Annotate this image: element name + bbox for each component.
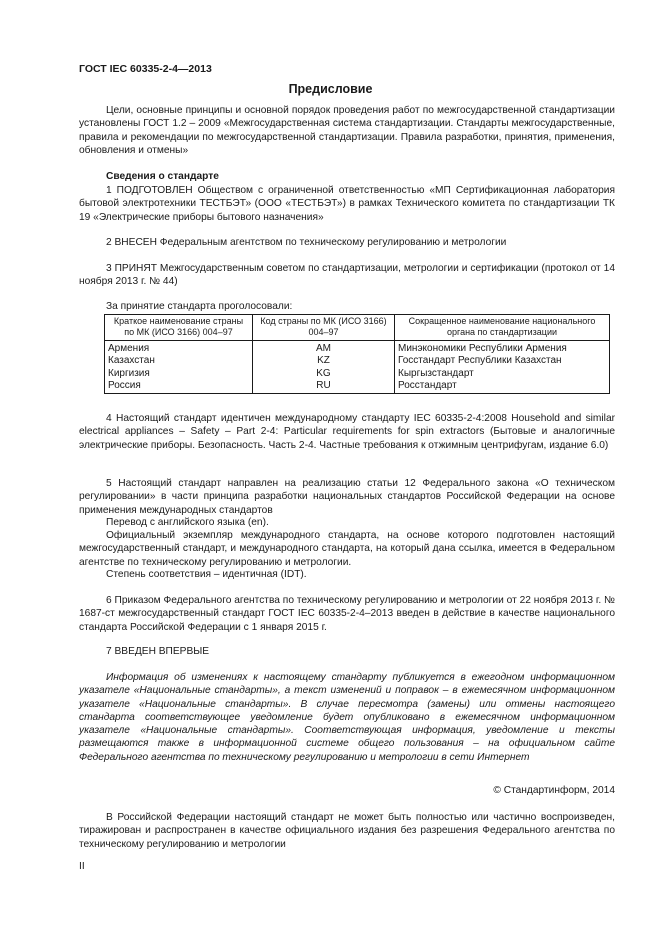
country-cell: Киргизия — [105, 368, 253, 380]
item-5-translation: Перевод с английского языка (en). — [106, 517, 269, 528]
code-cell: KG — [253, 368, 395, 380]
body-cell: Госстандарт Республики Казахстан — [395, 355, 610, 367]
table-row — [105, 368, 610, 380]
item-4-identical: 4 Настоящий стандарт идентичен международному стандарту IEC 60335-2-4:2008 Household and similar electrical appliances – Safety – Part 2-4: Particular requirements for spin extractors (Бытовые и аналогичные электрические приборы. Безопасность. Часть 2-4. Частные требования к отжимным центрифугам, издание 6.0) — [79, 413, 615, 451]
item-5-degree: Степень соответствия – идентичная (IDT). — [106, 569, 307, 580]
intro-paragraph: Цели, основные принципы и основной порядок проведения работ по межгосударственной стандартизации установлены ГОСТ 1.2 – 2009 «Межгосударственная система стандартизации. Стандарты межгосударственные, правила и рекомендации по межгосударственной стандартизации. Правила разработки, принятия, применения, обновления и отмены» — [79, 105, 615, 156]
table-row — [105, 355, 610, 367]
item-5-purpose: 5 Настоящий стандарт направлен на реализацию статьи 12 Федерального закона «О техническом регулировании» в части принципа разработки национальных стандартов Российской Федерации на основе применения международных стандартов — [79, 478, 615, 516]
voting-table — [104, 314, 610, 394]
reproduction-rights: В Российской Федерации настоящий стандарт не может быть полностью или частично воспроизведен, тиражирован и распространен в качестве официального издания без разрешения Федерального агентства по техническому регулированию и метрологии — [79, 812, 615, 850]
page-title: Предисловие — [288, 82, 373, 96]
item-5-official-copy: Официальный экземпляр международного стандарта, на основе которого подготовлен настоящий межгосударственный стандарт, и международного стандарта, на который дана ссылка, имеется в Федеральном агентстве по техническому регулированию и метрологии. — [79, 530, 615, 568]
item-6-order: 6 Приказом Федерального агентства по техническому регулированию и метрологии от 22 ноября 2013 г. № 1687-ст межгосударственный стандарт ГОСТ IEC 60335-2-4–2013 введен в действие в качестве национального стандарта Российской Федерации с 1 января 2015 г. — [79, 595, 615, 633]
info-heading: Сведения о стандарте — [106, 171, 219, 182]
item-7-first-introduced: 7 ВВЕДЕН ВПЕРВЫЕ — [106, 646, 210, 657]
document-code: ГОСТ IEC 60335-2-4—2013 — [79, 63, 212, 75]
table-header-code: Код страны по МК (ИСО 3166) 004–97 — [253, 315, 395, 341]
item-2-introduced: 2 ВНЕСЕН Федеральным агентством по техническому регулированию и метрологии — [106, 237, 507, 248]
changes-notice: Информация об изменениях к настоящему стандарту публикуется в ежегодном информационном указателе «Национальные стандарты», а текст изменений и поправок – в ежемесячном информационном указателе «Национальные стандарты». В случае пересмотра (замены) или отмены настоящего стандарта соответствующее уведомление будет опубликовано в ежемесячном информационном указателе «Национальные стандарты». Соответствующая информация, уведомление и тексты размещаются также в информационной системе общего пользования – на официальном сайте Федерального агентства по техническому регулированию и метрологии в сети Интернет — [79, 672, 615, 763]
vote-caption: За принятие стандарта проголосовали: — [106, 301, 293, 312]
code-cell: AM — [253, 341, 395, 356]
country-cell: Армения — [105, 341, 253, 356]
copyright: © Стандартинформ, 2014 — [493, 785, 615, 796]
table-row — [105, 380, 610, 394]
country-cell: Казахстан — [105, 355, 253, 367]
item-1-prepared: 1 ПОДГОТОВЛЕН Обществом с ограниченной ответственностью «МП Сертификационная лаборатория бытовой электротехники ТЕСТБЭТ» (ООО «ТЕСТБЭТ») в рамках Технического комитета по стандартизации ТК 19 «Электрические приборы бытового назначения» — [79, 185, 615, 223]
table-row — [105, 341, 610, 356]
body-cell: Росстандарт — [395, 380, 610, 394]
country-cell: Россия — [105, 380, 253, 394]
body-cell: Кыргызстандарт — [395, 368, 610, 380]
page-number: II — [79, 861, 85, 872]
table-header-country: Краткое наименование страны по МК (ИСО 3166) 004–97 — [105, 315, 253, 341]
code-cell: KZ — [253, 355, 395, 367]
body-cell: Минэкономики Республики Армения — [395, 341, 610, 356]
table-header-body: Сокращенное наименование национального органа по стандартизации — [395, 315, 610, 341]
item-3-adopted: 3 ПРИНЯТ Межгосударственным советом по стандартизации, метрологии и сертификации (протокол от 14 ноября 2013 г. № 44) — [79, 263, 615, 288]
code-cell: RU — [253, 380, 395, 394]
